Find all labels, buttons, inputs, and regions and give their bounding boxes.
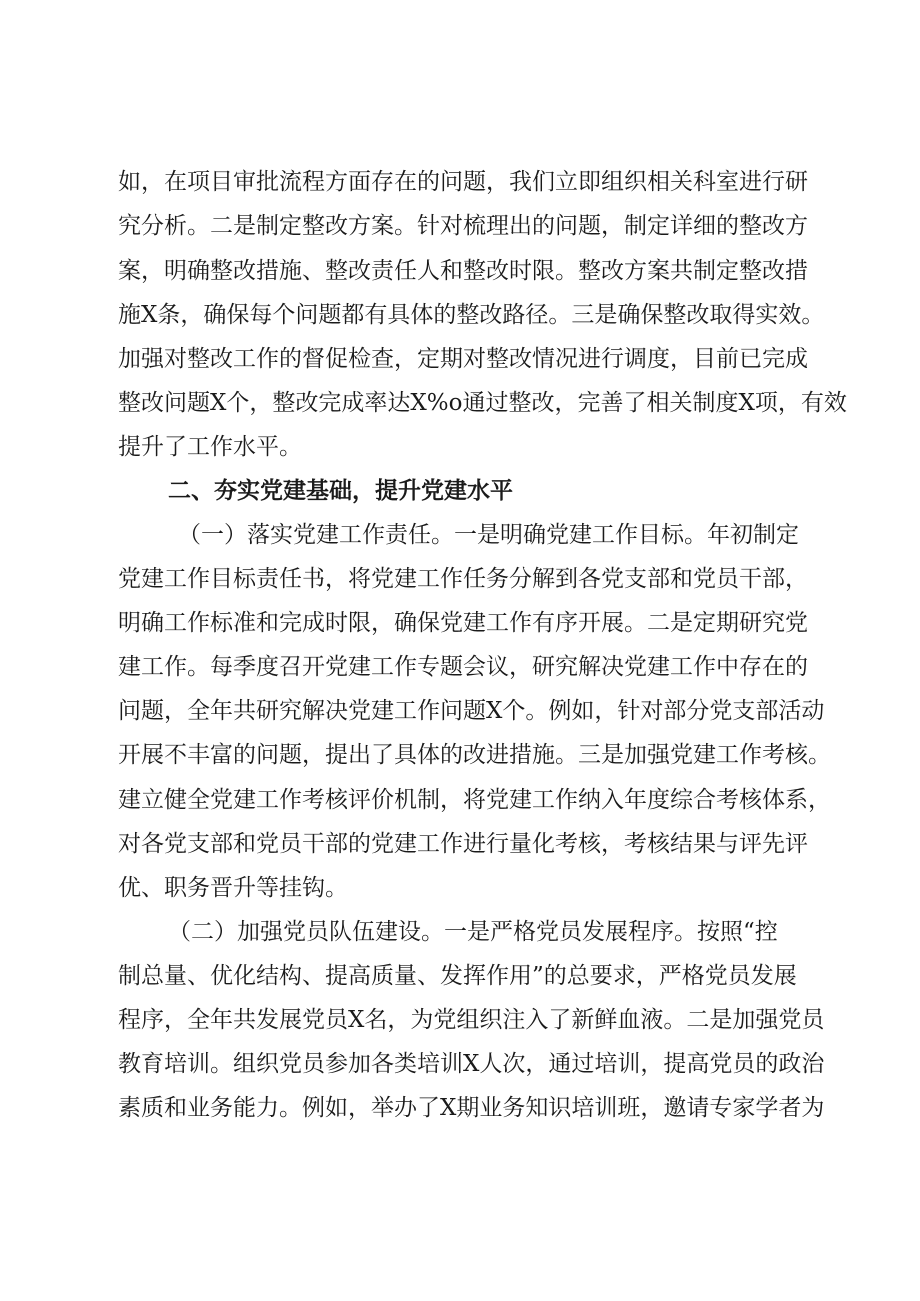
text-line: 开展不丰富的问题，提出了具体的改进措施。三是加强党建工作考核。: [118, 742, 831, 768]
text-line: 加强对整改工作的督促检查，定期对整改情况进行调度，目前已完成: [118, 346, 808, 372]
text-line: 整改问题X个，整改完成率达X%o通过整改，完善了相关制度X项，有效: [118, 390, 847, 416]
text-line: 究分析。二是制定整改方案。针对梳理出的问题，制定详细的整改方: [118, 213, 808, 239]
text-line: 提升了工作水平。: [118, 434, 302, 460]
text-line: 优、职务晋升等挂钩。: [118, 875, 348, 901]
text-line: 施X条，确保每个问题都有具体的整改路径。三是确保整改取得实效。: [118, 302, 825, 328]
text-line: 明确工作标准和完成时限，确保党建工作有序开展。二是定期研究党: [118, 610, 808, 636]
text-line: 制总量、优化结构、提高质量、发挥作用”的总要求，严格党员发展: [118, 963, 797, 989]
text-line: 程序，全年共发展党员X名，为党组织注入了新鲜血液。二是加强党员: [118, 1007, 825, 1033]
paragraph-first-line: （一）落实党建工作责任。一是明确党建工作目标。年初制定: [178, 522, 799, 548]
text-line: 问题，全年共研究解决党建工作问题X个。例如，针对部分党支部活动: [118, 698, 825, 724]
text-line: 案，明确整改措施、整改责任人和整改时限。整改方案共制定整改措: [118, 258, 808, 284]
text-line: 党建工作目标责任书，将党建工作任务分解到各党支部和党员干部，: [118, 566, 808, 592]
text-line: 教育培训。组织党员参加各类培训X人次，通过培训，提高党员的政治: [118, 1051, 825, 1077]
text-line: 建立健全党建工作考核评价机制，将党建工作纳入年度综合考核体系，: [118, 787, 831, 813]
text-line: 对各党支部和党员干部的党建工作进行量化考核，考核结果与评先评: [118, 831, 808, 857]
text-line: 如，在项目审批流程方面存在的问题，我们立即组织相关科室进行研: [118, 169, 808, 195]
text-line: 素质和业务能力。例如，举办了X期业务知识培训班，邀请专家学者为: [118, 1095, 825, 1121]
paragraph-first-line: （二）加强党员队伍建设。一是严格党员发展程序。按照“控: [168, 919, 778, 945]
section-heading: 二、夯实党建基础，提升党建水平: [168, 478, 513, 504]
text-line: 建工作。每季度召开党建工作专题会议，研究解决党建工作中存在的: [118, 654, 808, 680]
